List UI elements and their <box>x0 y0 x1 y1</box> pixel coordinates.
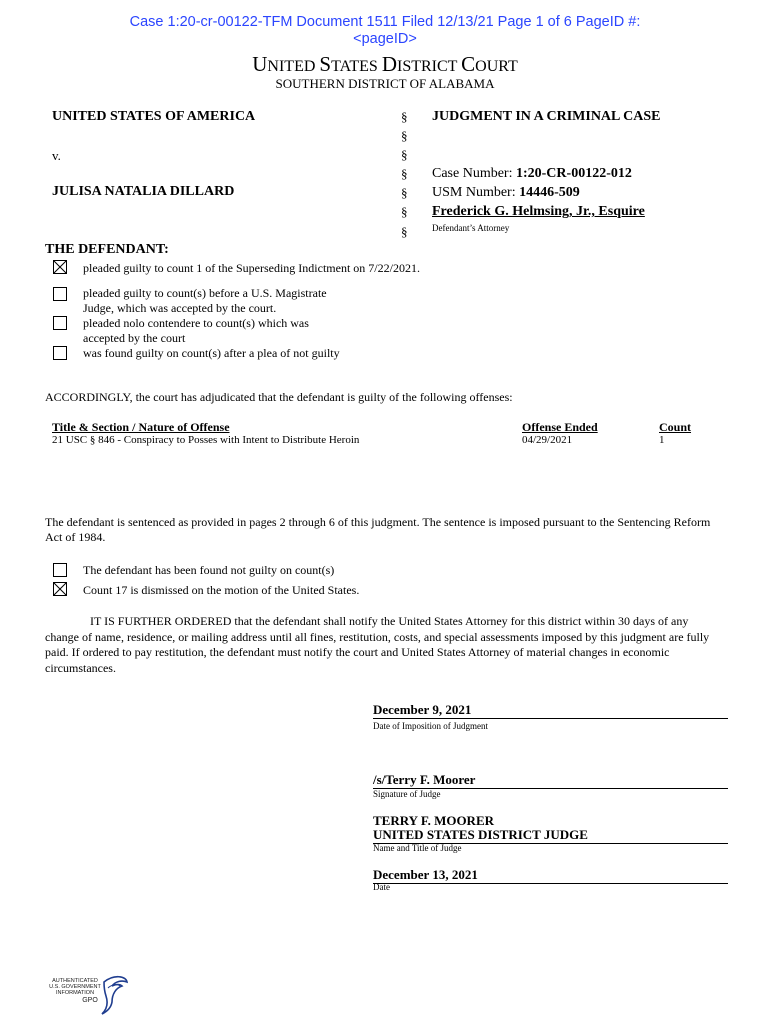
offenses-intro: ACCORDINGLY, the court has adjudicated that the defendant is guilty of the following offenses: <box>45 390 513 404</box>
signature-caption: Signature of Judge <box>373 789 441 799</box>
signature-date: December 13, 2021 <box>373 867 728 884</box>
page-id: <pageID> <box>353 31 417 47</box>
offense-ended-header: Offense Ended <box>522 420 598 434</box>
dismissed-checkbox-checked[interactable] <box>53 582 67 596</box>
section-symbol: § <box>401 166 408 181</box>
judge-title: UNITED STATES DISTRICT JUDGE <box>373 827 728 844</box>
count-header: Count <box>659 420 692 434</box>
section-symbol: § <box>401 185 408 200</box>
plea-option-2: pleaded guilty to count(s) before a U.S. Magistrate Judge, which was accepted by the court. <box>83 286 327 315</box>
imposition-date: December 9, 2021 <box>373 702 728 719</box>
plea-checkbox[interactable] <box>53 316 67 330</box>
section-symbol: § <box>401 128 408 143</box>
offense-ended-date: 04/29/2021 <box>522 434 573 446</box>
judge-signature: /s/Terry F. Moorer <box>373 772 728 789</box>
section-symbol: § <box>401 224 408 239</box>
usm-number: USM Number: 14446-509 <box>432 185 580 200</box>
not-guilty-text: The defendant has been found not guilty on count(s) <box>83 563 335 577</box>
plea-checkbox-checked[interactable] <box>53 260 67 274</box>
section-symbol: § <box>401 109 408 124</box>
section-symbol: § <box>401 147 408 162</box>
gpo-authenticated-logo: AUTHENTICATED U.S. GOVERNMENT INFORMATION GPO <box>44 970 134 1018</box>
further-ordered-paragraph: IT IS FURTHER ORDERED that the defendant shall notify the United States Attorney for this district within 30 days of any change of name, residence, or mailing address until all fines, restitution, costs, and special assessments imposed by this judgment are fully paid. If ordered to pay restitution, the defendant must notify the court and United States Attorney of material changes in economic circumstances. <box>45 614 710 675</box>
section-symbol: § <box>401 204 408 219</box>
judgment-title: JUDGMENT IN A CRIMINAL CASE <box>432 109 661 124</box>
plea-option-1: pleaded guilty to count 1 of the Superseding Indictment on 7/22/2021. <box>83 261 420 275</box>
ecf-header: Case 1:20-cr-00122-TFM Document 1511 Filed 12/13/21 Page 1 of 6 PageID #: <box>129 14 641 30</box>
offense-column-header: Title & Section / Nature of Offense <box>52 420 230 434</box>
court-district: SOUTHERN DISTRICT OF ALABAMA <box>275 76 495 91</box>
plea-option-3: pleaded nolo contendere to count(s) which was accepted by the court <box>83 316 309 345</box>
case-number: Case Number: 1:20-CR-00122-012 <box>432 166 632 181</box>
offense-description: 21 USC § 846 - Conspiracy to Posses with Intent to Distribute Heroin <box>52 434 360 446</box>
sentence-paragraph: The defendant is sentenced as provided in pages 2 through 6 of this judgment. The sentence is imposed pursuant to the Sentencing Reform Act of 1984. <box>45 515 711 544</box>
plea-checkbox[interactable] <box>53 346 67 360</box>
versus: v. <box>52 148 61 163</box>
attorney-caption: Defendant’s Attorney <box>432 223 510 233</box>
defense-attorney: Frederick G. Helmsing, Jr., Esquire <box>432 204 645 219</box>
defendant-heading: THE DEFENDANT: <box>45 242 169 257</box>
defendant-name: JULISA NATALIA DILLARD <box>52 184 235 199</box>
judge-name: TERRY F. MOORER <box>373 813 495 828</box>
plea-option-4: was found guilty on count(s) after a plea of not guilty <box>83 346 340 360</box>
dismissed-text: Count 17 is dismissed on the motion of the United States. <box>83 583 360 597</box>
plaintiff-name: UNITED STATES OF AMERICA <box>52 109 256 124</box>
plea-checkbox[interactable] <box>53 287 67 301</box>
imposition-caption: Date of Imposition of Judgment <box>373 721 488 731</box>
court-name: UNITED STATES DISTRICT COURT <box>252 52 518 76</box>
name-caption: Name and Title of Judge <box>373 843 462 853</box>
eagle-icon <box>100 972 130 1016</box>
not-guilty-checkbox[interactable] <box>53 563 67 577</box>
offense-count: 1 <box>659 434 665 446</box>
date-caption: Date <box>373 882 390 892</box>
